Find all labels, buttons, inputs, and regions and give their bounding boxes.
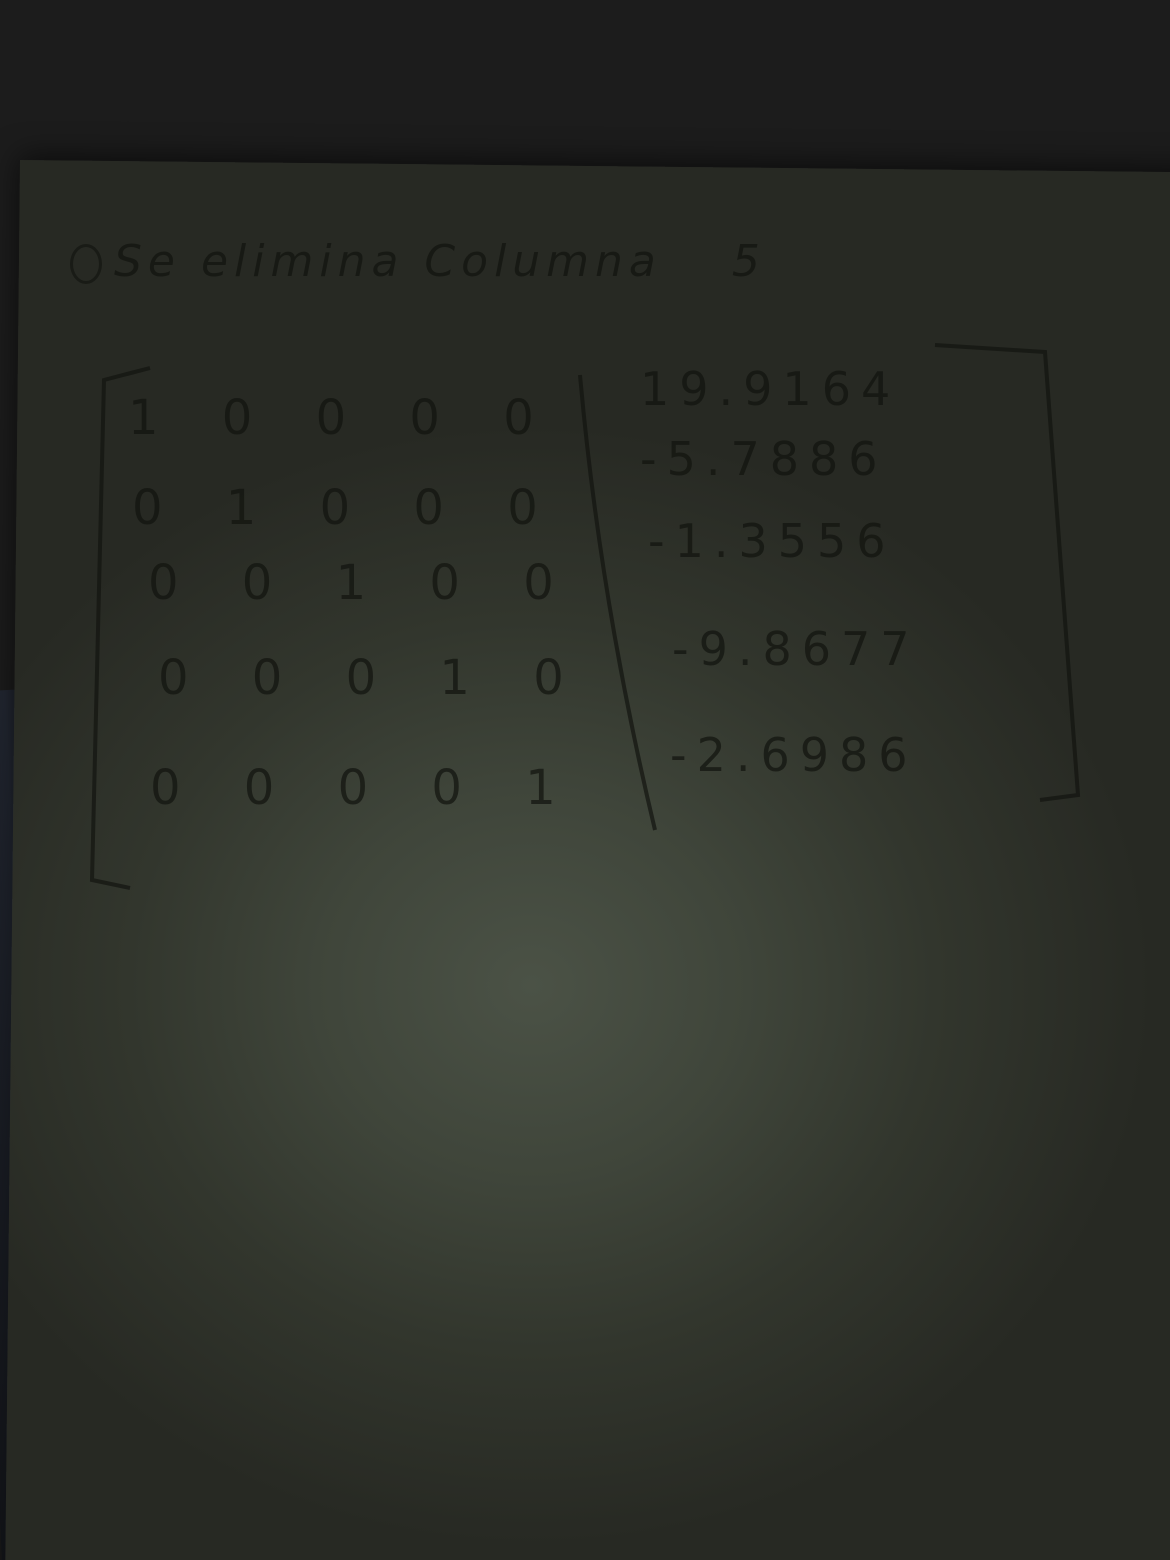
- right-bracket: [935, 345, 1078, 800]
- matrix-row: 0 0 0 1 0: [158, 650, 588, 706]
- rhs-value: 19.9164: [640, 362, 901, 416]
- matrix-row: 0 0 1 0 0: [148, 555, 578, 611]
- left-bracket: [92, 368, 150, 888]
- rhs-value: -1.3556: [648, 514, 896, 568]
- matrix-row: 1 0 0 0 0: [128, 390, 558, 446]
- rhs-value: -9.8677: [672, 622, 920, 676]
- matrix-row: 0 0 0 0 1: [150, 760, 580, 816]
- heading-number: 5: [731, 236, 766, 287]
- heading-text: Se elimina Columna: [114, 236, 662, 287]
- rhs-value: -5.7886: [640, 432, 888, 486]
- matrix-row: 0 1 0 0 0: [132, 480, 562, 536]
- rhs-value: -2.6986: [670, 728, 918, 782]
